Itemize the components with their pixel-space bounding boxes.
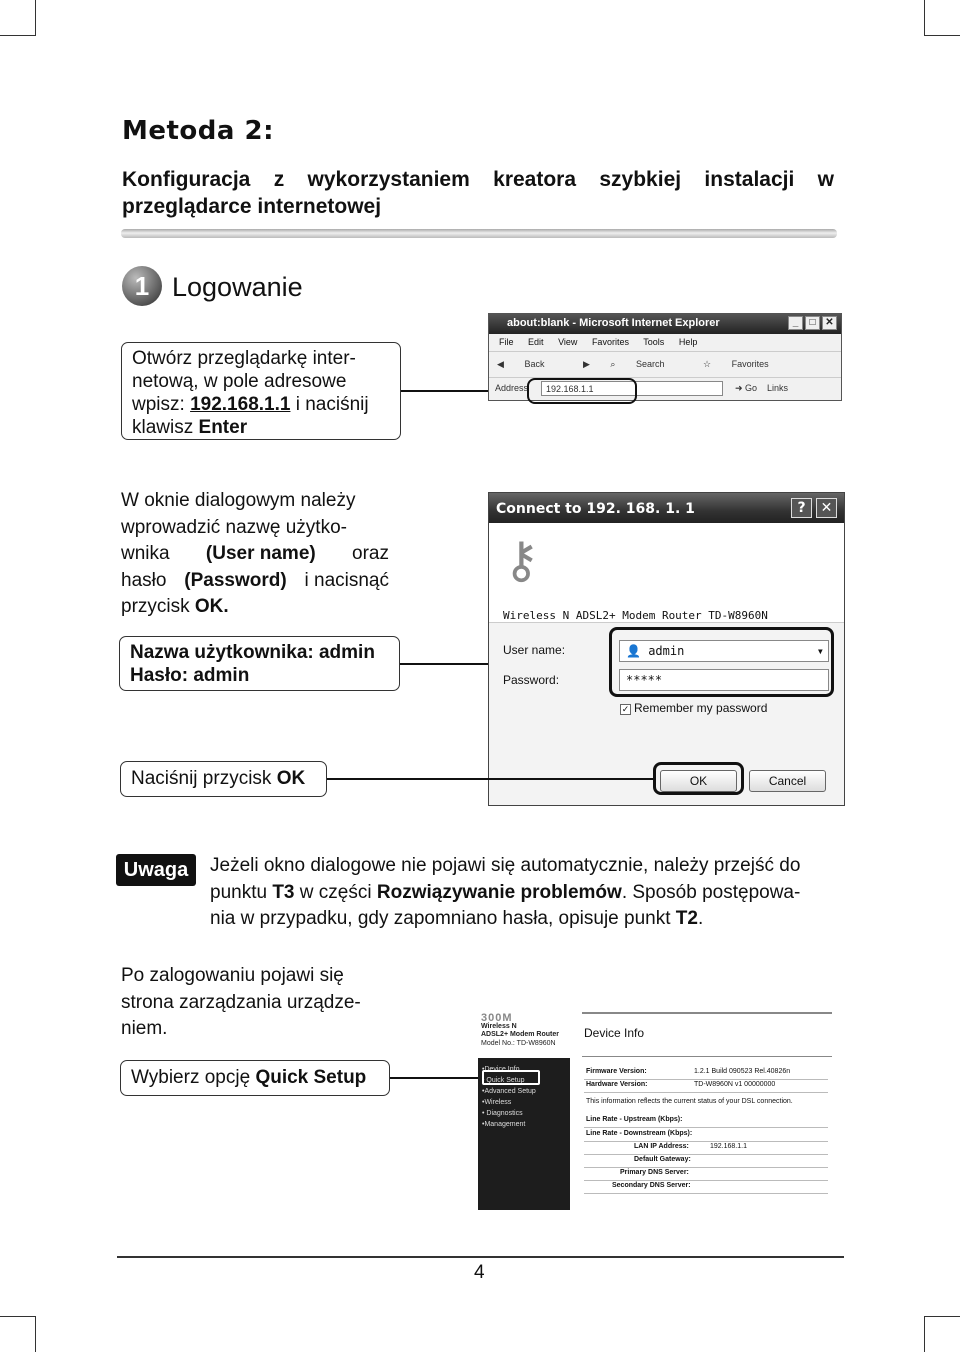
address-value: 192.168.1.1 xyxy=(190,394,291,415)
menu-edit[interactable]: Edit xyxy=(528,337,544,347)
address-highlight xyxy=(527,378,637,404)
step-number-badge: 1 xyxy=(122,266,162,306)
sidebar-item-management[interactable]: •Management xyxy=(482,1121,526,1128)
chevron-down-icon[interactable]: ▾ xyxy=(816,644,824,658)
callout-browser-address xyxy=(121,342,401,440)
callout-text: Otwórz przeglądarkę inter- xyxy=(132,348,356,369)
crop-mark-bottom-right xyxy=(924,1316,960,1352)
keys-icon: ⚷ xyxy=(503,532,540,588)
sidebar-item-advanced-setup[interactable]: •Advanced Setup xyxy=(482,1088,536,1095)
sidebar-item-diagnostics[interactable]: • Diagnostics xyxy=(482,1110,523,1117)
step-title: Logowanie xyxy=(172,272,303,302)
minimize-icon[interactable]: _ xyxy=(788,316,803,330)
ie-menu-bar xyxy=(489,334,841,352)
checkbox-icon: ✓ xyxy=(621,704,630,714)
callout-text: netową, w pole adresowe xyxy=(132,371,347,392)
connector-line xyxy=(327,778,654,780)
quick-setup-highlight xyxy=(482,1070,540,1085)
menu-view[interactable]: View xyxy=(558,337,578,347)
close-icon[interactable]: ✕ xyxy=(822,316,837,330)
dialog-instructions: W oknie dialogowym należy wprowadzić nazwę użytko- wnika (User name) oraz hasło (Password) i nacisnąć przycisk OK. xyxy=(121,490,389,617)
status-row: Default Gateway: xyxy=(584,1156,828,1168)
page-heading: Metoda 2: xyxy=(122,116,274,146)
dialog-realm: Wireless N ADSL2+ Modem Router TD-W8960N xyxy=(503,609,768,622)
ie-toolbar xyxy=(489,352,841,378)
username-credential: Nazwa użytkownika: admin xyxy=(130,642,375,663)
username-label: User name: xyxy=(503,643,566,657)
router-ui-screenshot xyxy=(478,1012,834,1210)
password-credential: Hasło: admin xyxy=(130,665,250,686)
username-input[interactable]: 👤 admin ▾ xyxy=(619,640,829,662)
firmware-row: Firmware Version: 1.2.1 Build 090523 Rel.40826n xyxy=(584,1068,828,1080)
remember-password-checkbox[interactable]: ✓ Remember my password xyxy=(621,701,768,715)
maximize-icon[interactable]: □ xyxy=(805,316,820,330)
section-subheading: Konfiguracja z wykorzystaniem kreatora szybkiej instalacji w przeglądarce internetowej xyxy=(122,168,834,218)
footer-divider xyxy=(117,1256,844,1258)
forward-arrow-icon[interactable]: ▶ xyxy=(582,359,590,369)
page-number: 4 xyxy=(474,1262,485,1283)
connector-line xyxy=(390,1077,482,1079)
menu-file[interactable]: File xyxy=(499,337,514,347)
address-label: Address xyxy=(495,383,529,393)
ok-highlight xyxy=(653,762,744,795)
menu-favorites[interactable]: Favorites xyxy=(591,337,629,347)
ok-button[interactable]: OK xyxy=(660,770,737,792)
callout-credentials xyxy=(119,636,400,691)
dialog-banner xyxy=(489,523,844,623)
status-row: Primary DNS Server: xyxy=(584,1169,828,1181)
password-label: Password: xyxy=(503,673,560,687)
sidebar-item-wireless[interactable]: •Wireless xyxy=(482,1099,512,1106)
links-button[interactable]: Links xyxy=(767,383,789,393)
router-header: 300M Wireless N ADSL2+ Modem Router Model No.: TD-W8960N xyxy=(478,1012,583,1056)
crop-mark-top-right xyxy=(924,0,960,36)
favorites-button[interactable]: ☆ Favorites xyxy=(703,359,769,369)
status-row: Secondary DNS Server: xyxy=(584,1182,828,1194)
menu-tools[interactable]: Tools xyxy=(643,337,665,347)
dialog-title: Connect to 192. 168. 1. 1 xyxy=(496,501,695,517)
cancel-button[interactable]: Cancel xyxy=(749,770,826,792)
go-button[interactable]: ➜ Go xyxy=(735,383,758,393)
crop-mark-bottom-left xyxy=(0,1316,36,1352)
heading-divider xyxy=(121,229,837,238)
back-arrow-icon: ◀ xyxy=(497,359,504,369)
help-icon[interactable]: ? xyxy=(791,498,812,518)
router-page-title: Device Info xyxy=(584,1026,645,1040)
ie-title: about:blank - Microsoft Internet Explorer xyxy=(507,317,720,329)
divider xyxy=(582,1056,832,1057)
status-row: Line Rate - Upstream (Kbps): xyxy=(584,1116,828,1128)
status-row: LAN IP Address: 192.168.1.1 xyxy=(584,1143,828,1155)
router-brand: 300M xyxy=(481,1012,513,1024)
password-input[interactable]: ***** xyxy=(619,669,829,691)
crop-mark-top-left xyxy=(0,0,36,36)
search-icon: ⌕ xyxy=(610,359,616,369)
note-text: Jeżeli okno dialogowe nie pojawi się automatycznie, należy przejść do punktu T3 w części Rozwiązywanie problemów. Sposób postępowa- nia w przypadku, gdy zapomniano hasła, opisuje punkt T2. xyxy=(210,855,801,929)
callout-quick-setup: Wybierz opcję Quick Setup xyxy=(120,1060,390,1096)
user-icon: 👤 xyxy=(626,644,641,658)
ie-title-bar xyxy=(489,314,841,334)
close-icon[interactable]: ✕ xyxy=(816,498,837,518)
note-label: Uwaga xyxy=(116,854,196,886)
credentials-highlight xyxy=(609,627,834,697)
callout-press-ok: Naciśnij przycisk OK xyxy=(120,761,327,797)
divider xyxy=(582,1012,832,1014)
callout-text: klawisz Enter xyxy=(132,417,248,438)
sidebar-item-device-info[interactable]: •Device Info xyxy=(482,1066,520,1073)
after-login-text: Po zalogowaniu pojawi się strona zarządzania urządze- niem. xyxy=(121,965,361,1039)
status-row: Line Rate - Downstream (Kbps): xyxy=(584,1130,828,1142)
back-button[interactable]: ◀ Back xyxy=(497,359,545,369)
info-text: This information reflects the current status of your DSL connection. xyxy=(586,1098,793,1105)
sidebar-item-quick-setup[interactable]: • Quick Setup xyxy=(482,1077,525,1084)
star-icon: ☆ xyxy=(703,359,712,369)
callout-text: wpisz: 192.168.1.1 i naciśnij xyxy=(132,394,369,415)
hardware-row: Hardware Version: TD-W8960N v1 00000000 xyxy=(584,1081,828,1093)
search-button[interactable]: ⌕ Search xyxy=(610,359,665,369)
menu-help[interactable]: Help xyxy=(678,337,698,347)
address-input[interactable]: 192.168.1.1 xyxy=(541,381,723,396)
dialog-title-bar xyxy=(489,493,844,523)
